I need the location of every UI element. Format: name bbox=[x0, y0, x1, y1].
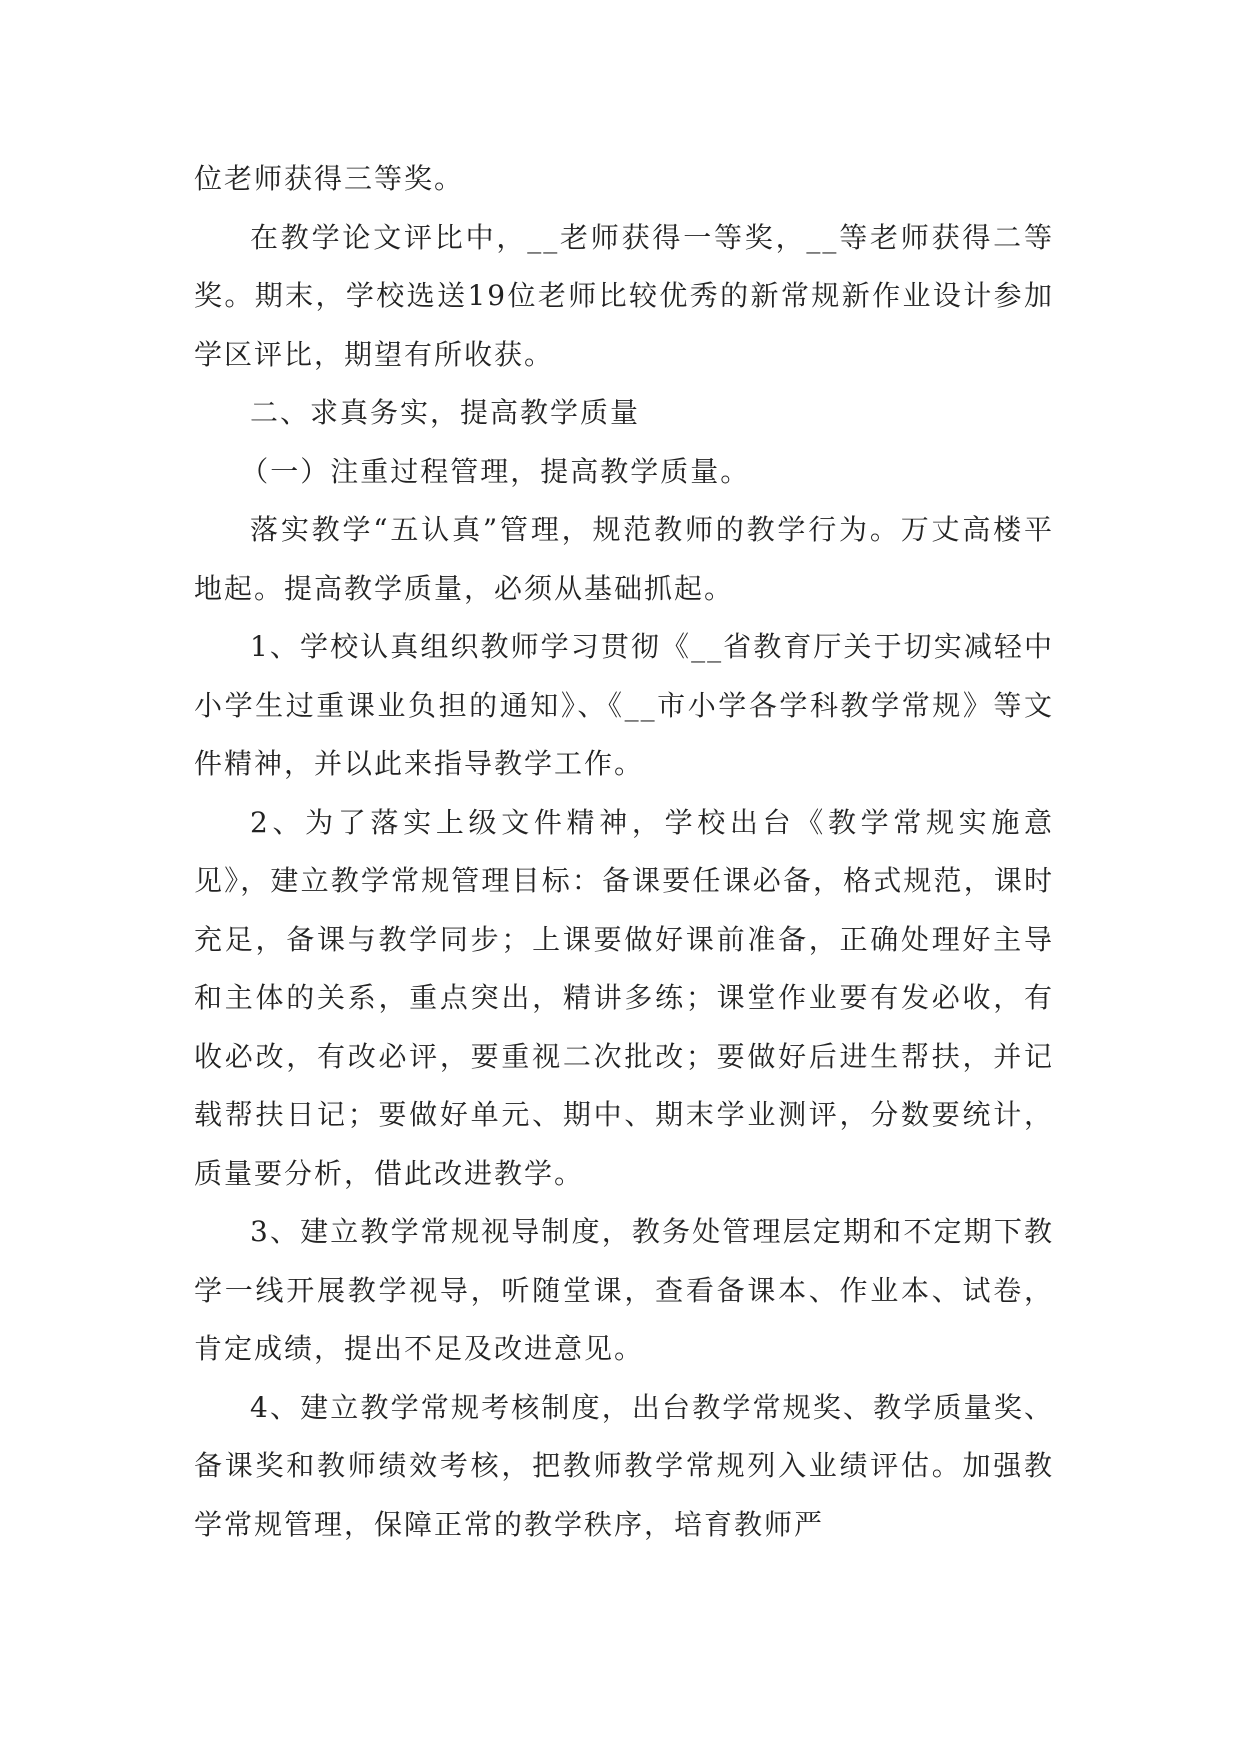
document-body bbox=[194, 150, 1054, 1554]
paragraph-item-4: 4、建立教学常规考核制度，出台教学常规奖、教学质量奖、备课奖和教师绩效考核，把教师教学常规列入业绩评估。加强教学常规管理，保障正常的教学秩序，培育教师严 bbox=[194, 1390, 1054, 1541]
paragraph-item-2: 2、为了落实上级文件精神，学校出台《教学常规实施意见》，建立教学常规管理目标：备课要任课必备，格式规范，课时充足，备课与教学同步；上课要做好课前准备，正确处理好主导和主体的关系，重点突出，精讲多练；课堂作业要有发必收，有收必改，有改必评，要重视二次批改；要做好后进生帮扶，并记载帮扶日记；要做好单元、期中、期末学业测评，分数要统计，质量要分析，借此改进教学。 bbox=[194, 805, 1054, 1190]
paragraph-continuation: 位老师获得三等奖。 bbox=[194, 162, 465, 195]
paragraph-thesis-awards: 在教学论文评比中，__老师获得一等奖，__等老师获得二等奖。期末，学校选送19位老师比较优秀的新常规新作业设计参加学区评比，期望有所收获。 bbox=[194, 220, 1054, 371]
paragraph-item-1: 1、学校认真组织教师学习贯彻《__省教育厅关于切实减轻中小学生过重课业负担的通知》、《__市小学各学科教学常规》等文件精神，并以此来指导教学工作。 bbox=[194, 630, 1054, 780]
paragraph-five-earnest: 落实教学“五认真”管理，规范教师的教学行为。万丈高楼平地起。提高教学质量，必须从基础抓起。 bbox=[194, 513, 1054, 605]
section-heading: 二、求真务实，提高教学质量 bbox=[250, 396, 641, 429]
subsection-heading: （一）注重过程管理，提高教学质量。 bbox=[240, 454, 751, 488]
paragraph-item-3: 3、建立教学常规视导制度，教务处管理层定期和不定期下教学一线开展教学视导，听随堂课，查看备课本、作业本、试卷，肯定成绩，提出不足及改进意见。 bbox=[194, 1215, 1054, 1365]
